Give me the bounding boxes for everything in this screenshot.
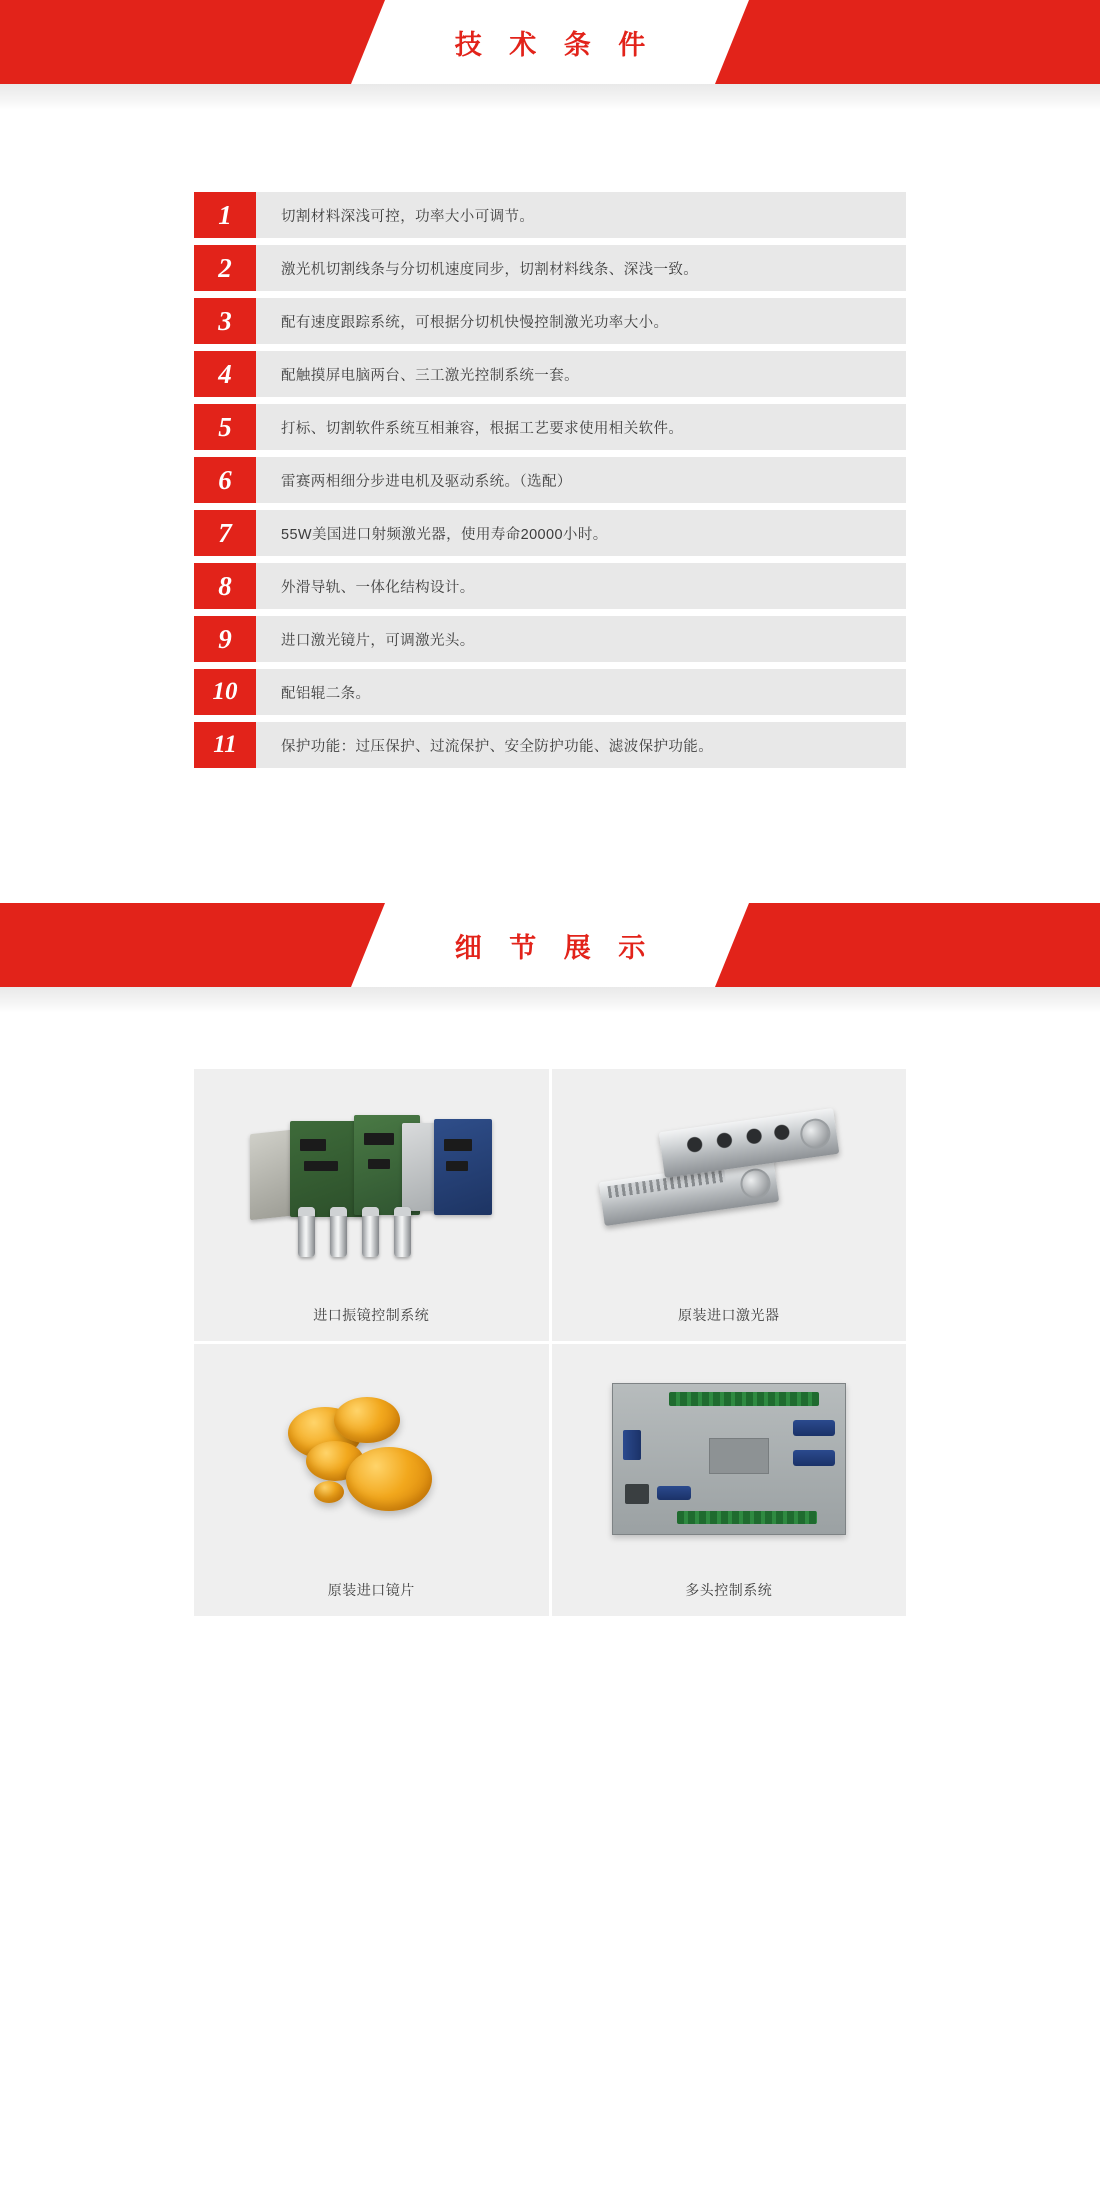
spec-text: 激光机切割线条与分切机速度同步，切割材料线条、深浅一致。 xyxy=(256,245,906,291)
spec-text: 进口激光镜片，可调激光头。 xyxy=(256,616,906,662)
spec-text: 配触摸屏电脑两台、三工激光控制系统一套。 xyxy=(256,351,906,397)
spec-row xyxy=(194,192,906,238)
spec-row xyxy=(194,669,906,715)
details-banner-shadow xyxy=(0,987,1100,1013)
spec-number: 2 xyxy=(194,245,256,291)
optical-lens-photo xyxy=(194,1344,549,1574)
gallery-cell[interactable] xyxy=(552,1344,907,1616)
spec-row xyxy=(194,510,906,556)
details-section xyxy=(0,1013,1100,1712)
spec-number: 6 xyxy=(194,457,256,503)
spec-number: 5 xyxy=(194,404,256,450)
specs-banner-tab xyxy=(385,0,715,84)
gallery-caption: 进口振镜控制系统 xyxy=(313,1307,430,1323)
spec-number: 9 xyxy=(194,616,256,662)
gallery-cell[interactable] xyxy=(194,1344,549,1616)
specs-banner-shadow xyxy=(0,84,1100,110)
spec-row xyxy=(194,404,906,450)
details-gallery xyxy=(194,1069,906,1616)
gallery-caption: 原装进口镜片 xyxy=(327,1582,415,1598)
controller-board-photo xyxy=(552,1344,907,1574)
laser-tube-photo xyxy=(552,1069,907,1299)
spec-row xyxy=(194,616,906,662)
control-boards-photo xyxy=(194,1069,549,1299)
spec-text: 55W美国进口射频激光器，使用寿命20000小时。 xyxy=(256,510,906,556)
spec-row xyxy=(194,298,906,344)
spec-number: 11 xyxy=(194,722,256,768)
spec-number: 1 xyxy=(194,192,256,238)
spec-text: 配有速度跟踪系统，可根据分切机快慢控制激光功率大小。 xyxy=(256,298,906,344)
spec-text: 打标、切割软件系统互相兼容，根据工艺要求使用相关软件。 xyxy=(256,404,906,450)
spec-text: 雷赛两相细分步进电机及驱动系统。（选配） xyxy=(256,457,906,503)
spec-row xyxy=(194,563,906,609)
spec-number: 10 xyxy=(194,669,256,715)
spec-number: 8 xyxy=(194,563,256,609)
spec-number: 7 xyxy=(194,510,256,556)
gallery-cell[interactable] xyxy=(552,1069,907,1341)
spec-text: 配铝辊二条。 xyxy=(256,669,906,715)
spec-row xyxy=(194,351,906,397)
spec-row xyxy=(194,245,906,291)
section-gap xyxy=(0,775,1100,903)
gallery-caption: 多头控制系统 xyxy=(685,1582,773,1598)
details-banner xyxy=(0,903,1100,987)
gallery-cell[interactable] xyxy=(194,1069,549,1341)
spec-row xyxy=(194,457,906,503)
spec-number: 3 xyxy=(194,298,256,344)
specs-banner-title: 技 术 条 件 xyxy=(454,29,656,60)
details-banner-tab xyxy=(385,903,715,987)
spec-text: 保护功能：过压保护、过流保护、安全防护功能、滤波保护功能。 xyxy=(256,722,906,768)
spec-number: 4 xyxy=(194,351,256,397)
spec-row xyxy=(194,722,906,768)
details-banner-title: 细 节 展 示 xyxy=(454,932,656,963)
spec-text: 外滑导轨、一体化结构设计。 xyxy=(256,563,906,609)
specs-banner xyxy=(0,0,1100,84)
specs-list xyxy=(194,192,906,768)
gallery-caption: 原装进口激光器 xyxy=(678,1307,780,1323)
specs-section xyxy=(0,110,1100,768)
spec-text: 切割材料深浅可控，功率大小可调节。 xyxy=(256,192,906,238)
